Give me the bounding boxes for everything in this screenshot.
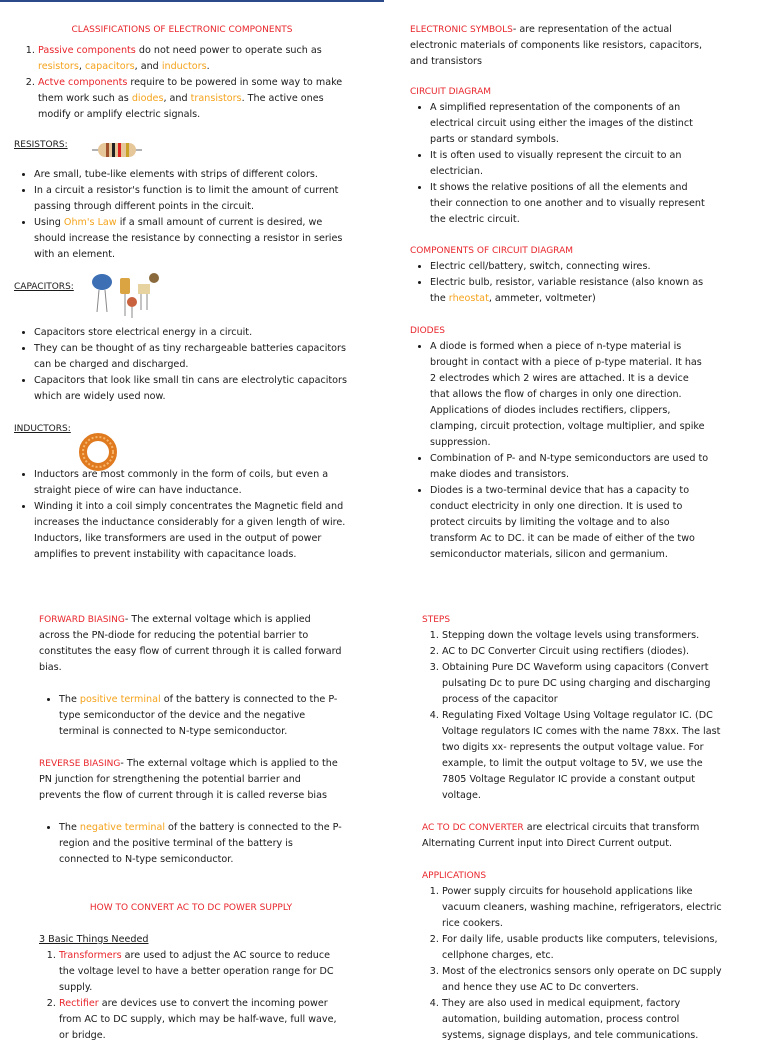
capacitor-bullet: • Capacitors store electrical energy in a circuit.: [34, 325, 350, 341]
classification-passive: [38, 43, 350, 75]
resistor-bullet: • Are small, tube-like elements with strips of different colors.: [34, 167, 350, 183]
circuit-diagram-bullet: • It shows the relative positions of all the elements and their connection to one another and to visually represent the electric circuit.: [430, 180, 710, 228]
bullet-text: of the battery is connected to the P-region and the positive terminal of the battery is connected to N-type semiconductor.: [59, 822, 342, 865]
converter-text: are electrical circuits that transform Alternating Current input into Direct Current output.: [422, 822, 700, 849]
left-top-column: [14, 22, 350, 563]
components-title: COMPONENTS OF CIRCUIT DIAGRAM: [410, 246, 573, 256]
converter-label: AC TO DC CONVERTER: [422, 823, 524, 833]
diodes-list: [410, 339, 710, 563]
sep-text: .: [206, 61, 210, 72]
step-item: 4. Regulating Fixed Voltage Using Voltage regulator IC. (DC Voltage regulators IC comes with the name 78xx. The last two digits xx- represents the output voltage value. For example, to limit the output voltage to 5V, we use the 7805 Voltage Regulator IC provide a constant output voltage.: [442, 708, 722, 804]
diode-bullet: • Diodes is a two-terminal device that has a capacity to conduct electricity in only one direction. It is used to protect circuits by limiting the voltage and to also transform Ac to DC. it can be made of either of the two semiconductor materials, silicon and germanium.: [430, 483, 710, 563]
component-bullet: • Electric cell/battery, switch, connecting wires.: [430, 259, 710, 275]
forward-biasing-text: - The external voltage which is applied across the PN-diode for reducing the potential barrier to constitutes the easy flow of current through it is called forward bias.: [39, 614, 342, 673]
forward-biasing-paragraph: [39, 612, 343, 676]
component-text: Electric bulb, resistor, variable resistance (also known as the: [430, 277, 704, 304]
resistor-text: Using: [34, 217, 64, 228]
component-bullet: [430, 275, 710, 307]
inductors-list: [14, 467, 350, 563]
circuit-diagram-title: CIRCUIT DIAGRAM: [410, 87, 491, 97]
steps-title: STEPS: [422, 615, 451, 625]
diode-bullet: • Combination of P- and N-type semiconductors are used to make diodes and transistors.: [430, 451, 710, 483]
active-text: require to be powered in some way to make them work such as: [38, 77, 343, 104]
sep-text: , and: [163, 93, 191, 104]
top-accent-bar: [0, 0, 384, 2]
resistors-highlight: resistors: [38, 61, 79, 72]
inductors-highlight: inductors: [161, 61, 207, 72]
inductor-bullet: • Winding it into a coil simply concentrates the Magnetic field and increases the inductance considerably for a given length of wire. Inductors, like transformers are used in the output of power amplifies to prevent instability with capacitance loads.: [34, 499, 350, 563]
inductor-coil-image: [78, 432, 118, 472]
reverse-biasing-bullet: [59, 820, 343, 868]
resistor-bullet: • In a circuit a resistor's function is to limit the amount of current passing through different points in the circuit.: [34, 183, 350, 215]
circuit-diagram-list: [410, 100, 710, 228]
passive-text: do not need power to operate such as: [135, 45, 322, 56]
applications-title: APPLICATIONS: [422, 871, 487, 881]
step-item: 2. AC to DC Converter Circuit using rectifiers (diodes).: [442, 644, 722, 660]
transistors-highlight: transistors: [190, 93, 242, 104]
resistors-list: [14, 167, 350, 263]
component-text: , ammeter, voltmeter): [488, 293, 596, 304]
forward-biasing-bullet: [59, 692, 343, 740]
basic-things-list: [39, 948, 343, 1044]
rheostat-highlight: rheostat: [448, 293, 489, 304]
resistor-image: [92, 140, 142, 160]
diode-bullet: • A diode is formed when a piece of n-type material is brought in contact with a piece of p-type material. It has 2 electrodes which 2 wires are attached. It is a device that allows the flow of charges in only one direction. Applications of diodes includes rectifiers, clippers, clamping, circuit protection, voltage multiplier, and spike suppression.: [430, 339, 710, 451]
application-item: 3. Most of the electronics sensors only operate on DC supply and hence they use AC to Dc converters.: [442, 964, 722, 996]
basic-thing-item: [59, 948, 343, 996]
passive-label: Passive components: [38, 45, 136, 56]
reverse-biasing-label: REVERSE BIASING: [39, 759, 121, 769]
sep-text: ,: [78, 61, 85, 72]
sep-text: , and: [134, 61, 162, 72]
application-item: 4. They are also used in medical equipment, factory automation, building automation, process control systems, signage displays, and tele communications.: [442, 996, 722, 1044]
resistors-heading: RESISTORS:: [14, 140, 68, 150]
electronic-symbols-label: ELECTRONIC SYMBOLS: [410, 25, 513, 35]
ohms-law-highlight: Ohm's Law: [63, 217, 117, 228]
right-top-column: [410, 22, 710, 563]
transformers-label: Transformers: [59, 950, 122, 961]
resistor-bullet: [34, 215, 350, 263]
bullet-text: The: [59, 694, 80, 705]
basic-things-heading: 3 Basic Things Needed: [39, 934, 149, 945]
reverse-biasing-list: [39, 820, 343, 868]
capacitors-list: [14, 325, 350, 405]
right-bottom-column: [422, 612, 722, 1044]
convert-title: HOW TO CONVERT AC TO DC POWER SUPPLY: [89, 903, 293, 913]
bullet-text: of the battery is connected to the P-type semiconductor of the device and the negative terminal is connected to N-type semiconductor.: [59, 694, 338, 737]
converter-paragraph: [422, 820, 722, 852]
reverse-biasing-paragraph: [39, 756, 343, 804]
step-item: 3. Obtaining Pure DC Waveform using capacitors (Convert pulsating Dc to pure DC using charging and discharging process of the capacitor: [442, 660, 722, 708]
rectifier-label: Rectifier: [59, 998, 99, 1009]
basic-thing-item: [59, 996, 343, 1044]
classifications-list: [14, 43, 350, 123]
diodes-highlight: diodes: [131, 93, 164, 104]
inductors-heading: INDUCTORS:: [14, 424, 71, 434]
diodes-title: DIODES: [410, 326, 445, 336]
positive-terminal-highlight: positive terminal: [79, 694, 161, 705]
steps-list: [422, 628, 722, 804]
basic-thing-text: are devices use to convert the incoming power from AC to DC supply, which may be half-wave, full wave, or bridge.: [59, 998, 337, 1041]
capacitors-heading: CAPACITORS:: [14, 282, 74, 292]
negative-terminal-highlight: negative terminal: [79, 822, 165, 833]
applications-list: [422, 884, 722, 1044]
capacitors-image: [88, 270, 164, 320]
step-item: 1. Stepping down the voltage levels using transformers.: [442, 628, 722, 644]
forward-biasing-label: FORWARD BIASING: [39, 615, 125, 625]
left-bottom-column: [39, 612, 343, 1044]
classification-active: [38, 75, 350, 123]
active-label: Actve components: [38, 77, 128, 88]
electronic-symbols-text: - are representation of the actual electronic materials of components like resistors, capacitors, and transistors: [410, 24, 703, 67]
application-item: 2. For daily life, usable products like computers, televisions, cellphone charges, etc.: [442, 932, 722, 964]
circuit-diagram-bullet: • A simplified representation of the components of an electrical circuit using either the images of the distinct parts or standard symbols.: [430, 100, 710, 148]
forward-biasing-list: [39, 692, 343, 740]
components-list: [410, 259, 710, 307]
electronic-symbols-paragraph: [410, 22, 710, 70]
bullet-text: The: [59, 822, 80, 833]
active-text-end: . The active ones modify or amplify electric signals.: [38, 93, 324, 120]
circuit-diagram-bullet: • It is often used to visually represent the circuit to an electrician.: [430, 148, 710, 180]
capacitors-highlight: capacitors: [84, 61, 135, 72]
basic-thing-text: are used to adjust the AC source to reduce the voltage level to have a better operation range for DC supply.: [59, 950, 334, 993]
resistor-text: if a small amount of current is desired, we should increase the resistance by connecting a resistor in series with an element.: [34, 217, 343, 260]
application-item: 1. Power supply circuits for household applications like vacuum cleaners, washing machine, refrigerators, electric rice cookers.: [442, 884, 722, 932]
reverse-biasing-text: - The external voltage which is applied to the PN junction for strengthening the potential barrier and prevents the flow of current through it is called reverse bias: [39, 758, 338, 801]
capacitor-bullet: • Capacitors that look like small tin cans are electrolytic capacitors which are widely used now.: [34, 373, 350, 405]
classifications-title: CLASSIFICATIONS OF ELECTRONIC COMPONENTS: [71, 25, 293, 35]
capacitor-bullet: • They can be thought of as tiny rechargeable batteries capacitors can be charged and discharged.: [34, 341, 350, 373]
inductor-bullet: • Inductors are most commonly in the form of coils, but even a straight piece of wire can have inductance.: [34, 467, 350, 499]
